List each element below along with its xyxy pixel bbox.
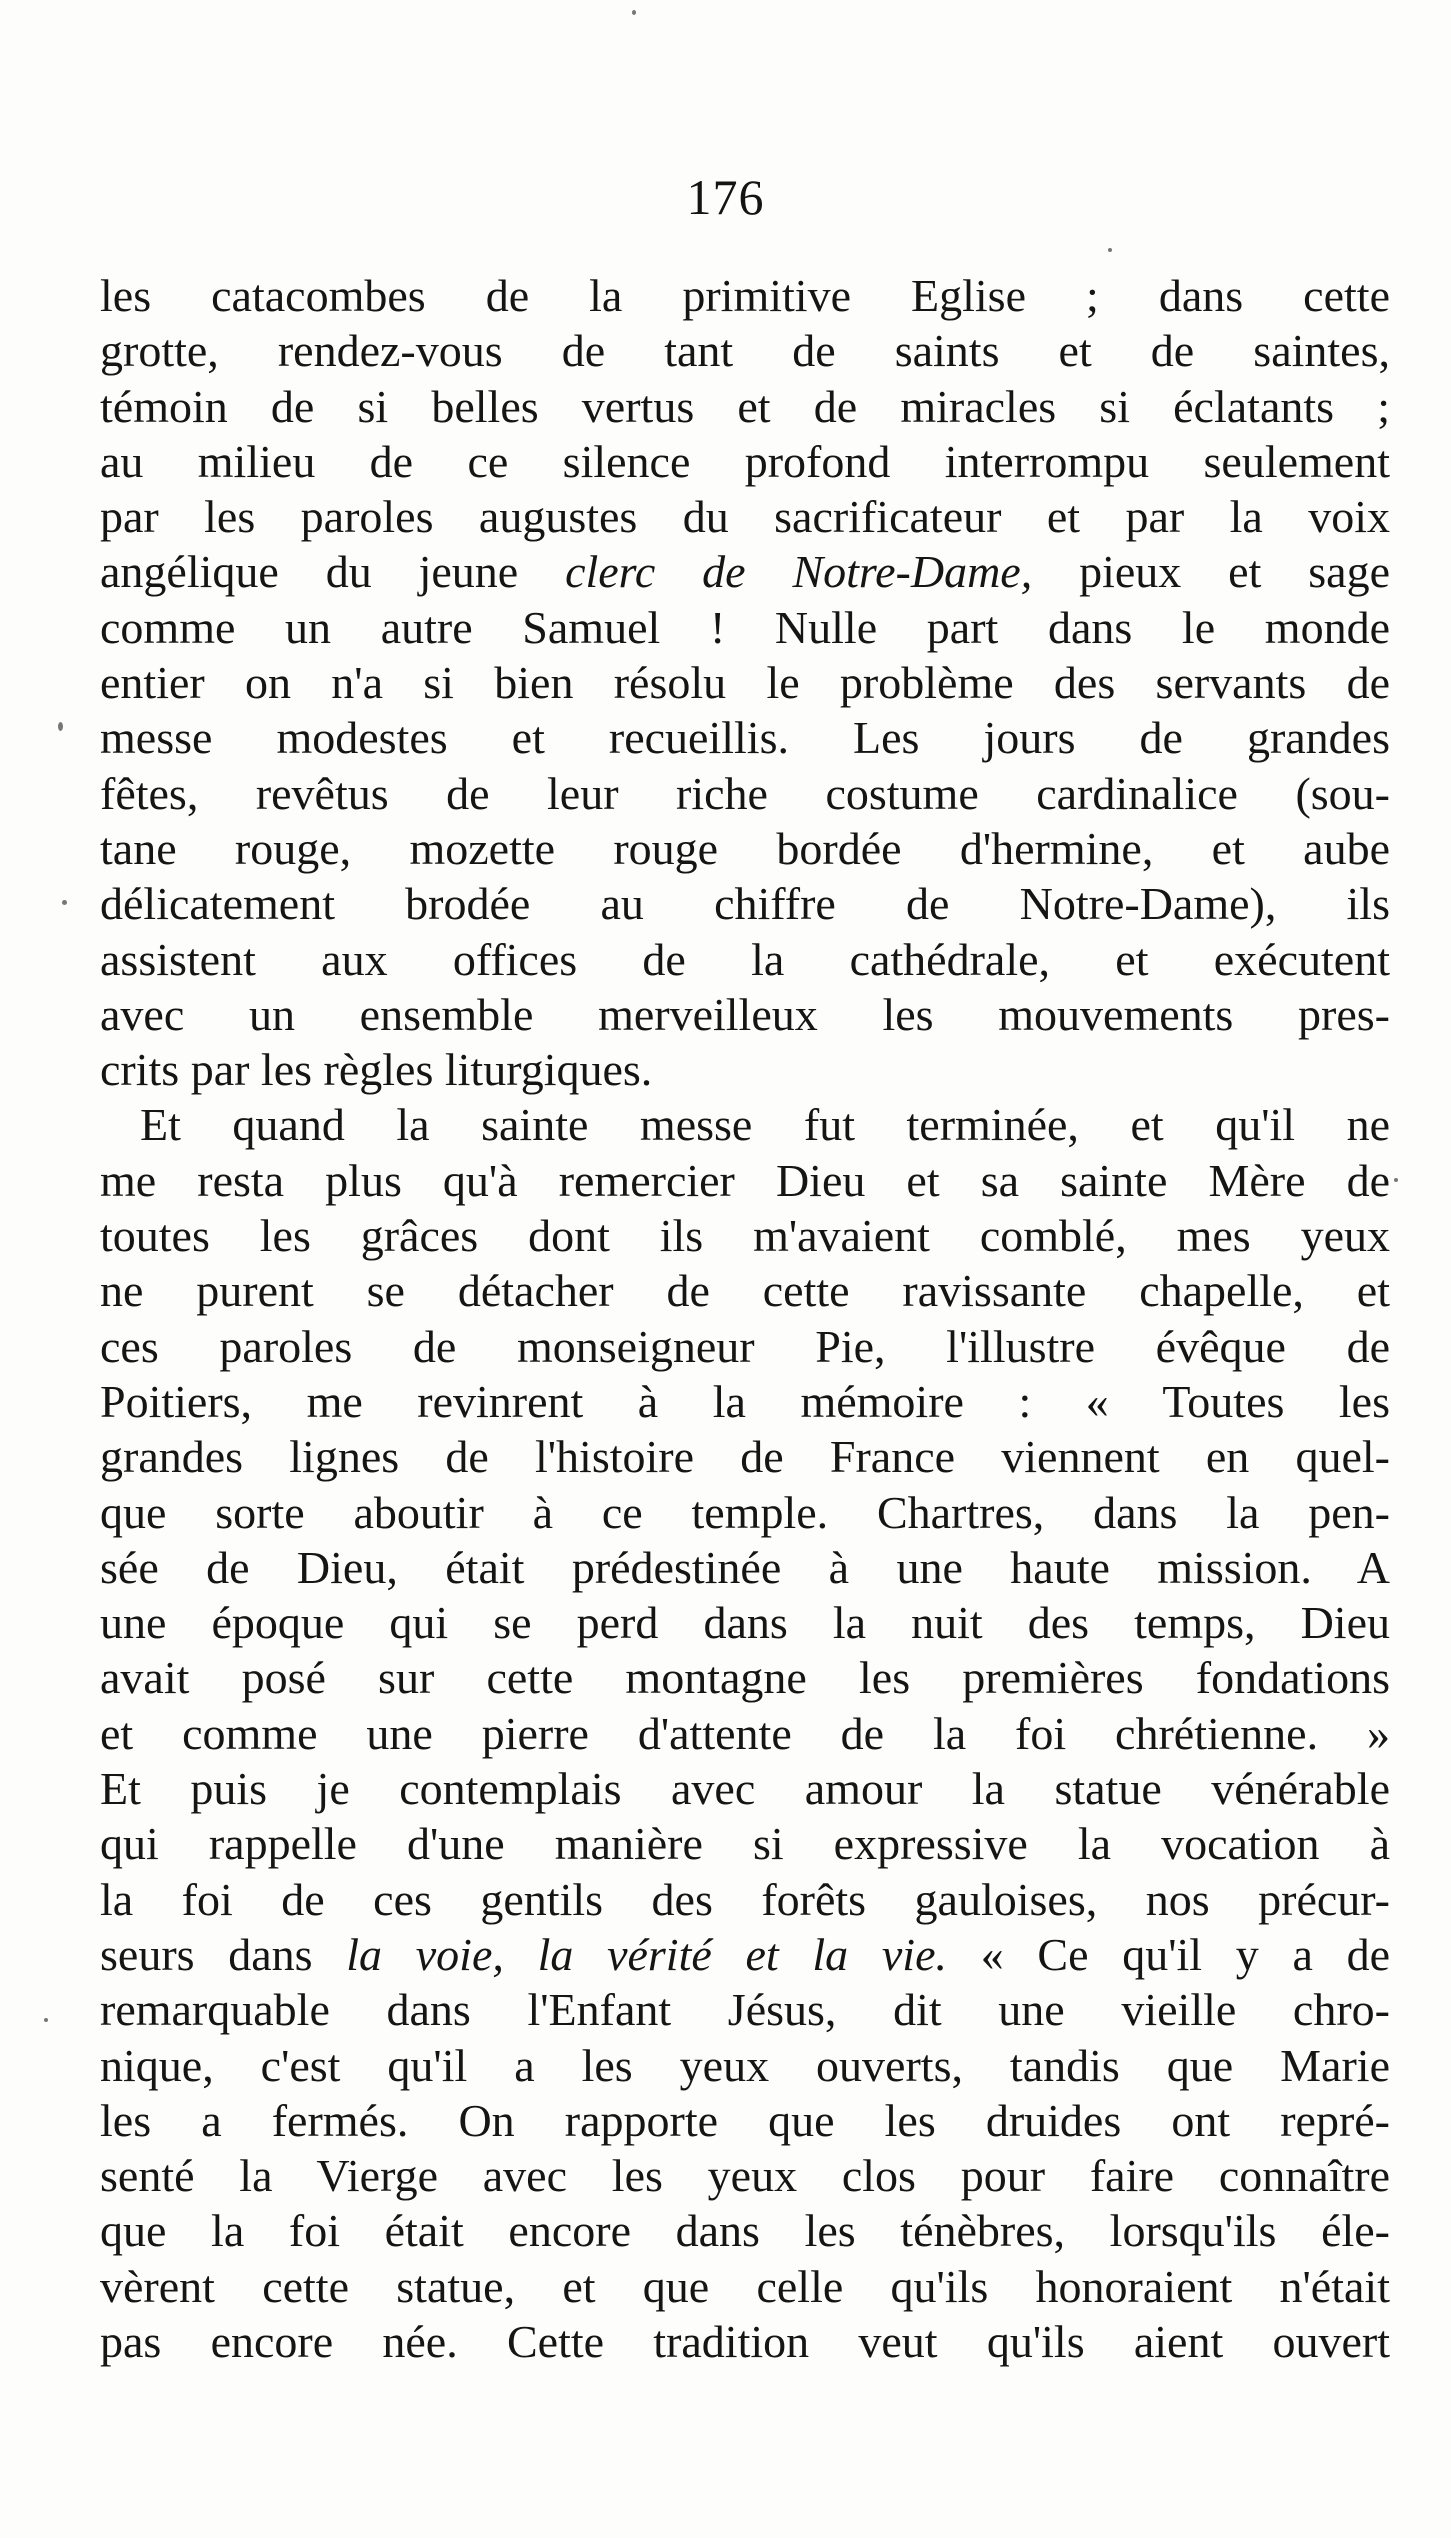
text-line: les catacombes de la primitive Eglise ; dans cette	[100, 270, 1390, 321]
text-line: grotte, rendez-vous de tant de saints et de saintes,	[100, 325, 1390, 377]
text-line: senté la Vierge avec les yeux clos pour faire connaître	[100, 2150, 1390, 2202]
text-segment: seurs dans	[100, 1928, 347, 1980]
text-line: remarquable dans l'Enfant Jésus, dit une vieille chro-	[100, 1984, 1390, 2036]
text-line: nique, c'est qu'il a les yeux ouverts, tandis que Marie	[100, 2039, 1390, 2091]
scan-speck	[44, 2018, 48, 2022]
scan-speck	[62, 900, 67, 905]
text-line: par les paroles augustes du sacrificateur et par la voix	[100, 491, 1390, 543]
text-line: avait posé sur cette montagne les premières fondations	[100, 1652, 1390, 1704]
text-line: vèrent cette statue, et que celle qu'ils honoraient n'était	[100, 2260, 1390, 2312]
italic-phrase: clerc de Notre-Dame,	[565, 546, 1033, 598]
text-segment: angélique du jeune	[100, 546, 566, 598]
text-line: au milieu de ce silence profond interrompu seulement	[100, 435, 1390, 487]
text-line: ne purent se détacher de cette ravissante chapelle, et	[100, 1265, 1390, 1317]
italic-phrase: la voie, la vérité et la vie.	[346, 1928, 947, 1980]
text-line: et comme une pierre d'attente de la foi chrétienne. »	[100, 1707, 1390, 1759]
text-line: me resta plus qu'à remercier Dieu et sa sainte Mère de	[100, 1154, 1390, 1206]
text-line: sée de Dieu, était prédestinée à une haute mission. A	[100, 1541, 1390, 1593]
text-line: une époque qui se perd dans la nuit des temps, Dieu	[100, 1597, 1390, 1649]
text-line	[100, 544, 1390, 599]
text-line	[100, 1927, 1390, 1982]
scan-speck	[1394, 1178, 1398, 1182]
text-line: comme un autre Samuel ! Nulle part dans le monde	[100, 601, 1390, 653]
text-line: toutes les grâces dont ils m'avaient comblé, mes yeux	[100, 1210, 1390, 1262]
text-line: les a fermés. On rapporte que les druides ont repré-	[100, 2094, 1390, 2146]
text-line: ces paroles de monseigneur Pie, l'illustre évêque de	[100, 1320, 1390, 1372]
text-line: messe modestes et recueillis. Les jours de grandes	[100, 712, 1390, 764]
text-line: témoin de si belles vertus et de miracles si éclatants ;	[100, 380, 1390, 432]
text-segment: « Ce qu'il y a de	[947, 1928, 1391, 1980]
text-line: avec un ensemble merveilleux les mouvements pres-	[100, 988, 1390, 1040]
text-line: tane rouge, mozette rouge bordée d'hermine, et aube	[100, 822, 1390, 874]
scan-speck	[632, 10, 636, 15]
text-line: Et puis je contemplais avec amour la statue vénérable	[100, 1763, 1390, 1815]
text-line: fêtes, revêtus de leur riche costume cardinalice (sou-	[100, 767, 1390, 819]
text-line: qui rappelle d'une manière si expressive la vocation à	[100, 1818, 1390, 1870]
text-line: Poitiers, me revinrent à la mémoire : « Toutes les	[100, 1375, 1390, 1427]
text-line: la foi de ces gentils des forêts gauloises, nos précur-	[100, 1873, 1390, 1925]
page-number: 176	[686, 169, 765, 225]
text-line: pas encore née. Cette tradition veut qu'ils aient ouvert	[100, 2315, 1390, 2367]
paragraph-start-line: Et quand la sainte messe fut terminée, et qu'il ne	[140, 1099, 1390, 1151]
text-line: que sorte aboutir à ce temple. Chartres, dans la pen-	[100, 1486, 1390, 1538]
text-line: délicatement brodée au chiffre de Notre-Dame), ils	[100, 878, 1390, 930]
scan-speck	[58, 722, 63, 731]
text-line: grandes lignes de l'histoire de France viennent en quel-	[100, 1431, 1390, 1483]
body-text	[100, 268, 1390, 2369]
text-line: que la foi était encore dans les ténèbres, lorsqu'ils éle-	[100, 2205, 1390, 2257]
scan-speck	[1108, 248, 1112, 252]
text-segment: pieux et sage	[1032, 546, 1390, 598]
text-line: crits par les règles liturgiques.	[100, 1044, 653, 1096]
text-line: entier on n'a si bien résolu le problème des servants de	[100, 657, 1390, 709]
text-line: assistent aux offices de la cathédrale, et exécutent	[100, 933, 1390, 985]
